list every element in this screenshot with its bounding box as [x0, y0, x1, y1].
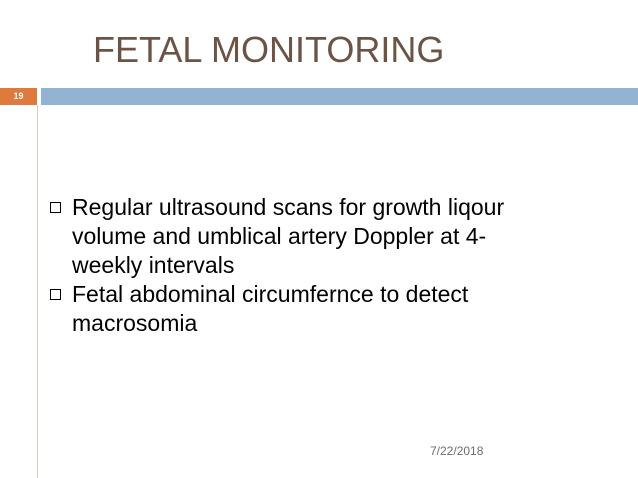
bullet-item-ultrasound: [48, 193, 588, 280]
hollow-square-bullet-icon: [50, 289, 61, 300]
slide-number: 19: [13, 91, 24, 101]
slide-title: FETAL MONITORING: [93, 29, 445, 70]
header-accent-bar: [41, 88, 638, 105]
bullet-text-line: Regular ultrasound scans for growth liqour: [72, 194, 505, 220]
bullet-item-abdominal-circumference: [48, 280, 588, 338]
slide-date: 7/22/2018: [430, 444, 484, 458]
bullet-list: [48, 193, 588, 338]
bullet-text-line: macrosomia: [72, 310, 198, 336]
bullet-text-line: volume and umblical artery Doppler at 4-: [72, 223, 487, 249]
bullet-text-line: Fetal abdominal circumfernce to detect: [72, 281, 469, 307]
bullet-text-line: weekly intervals: [72, 252, 235, 278]
hollow-square-bullet-icon: [50, 202, 61, 213]
slide-number-badge: [0, 88, 37, 105]
left-vertical-rule: [37, 105, 38, 478]
